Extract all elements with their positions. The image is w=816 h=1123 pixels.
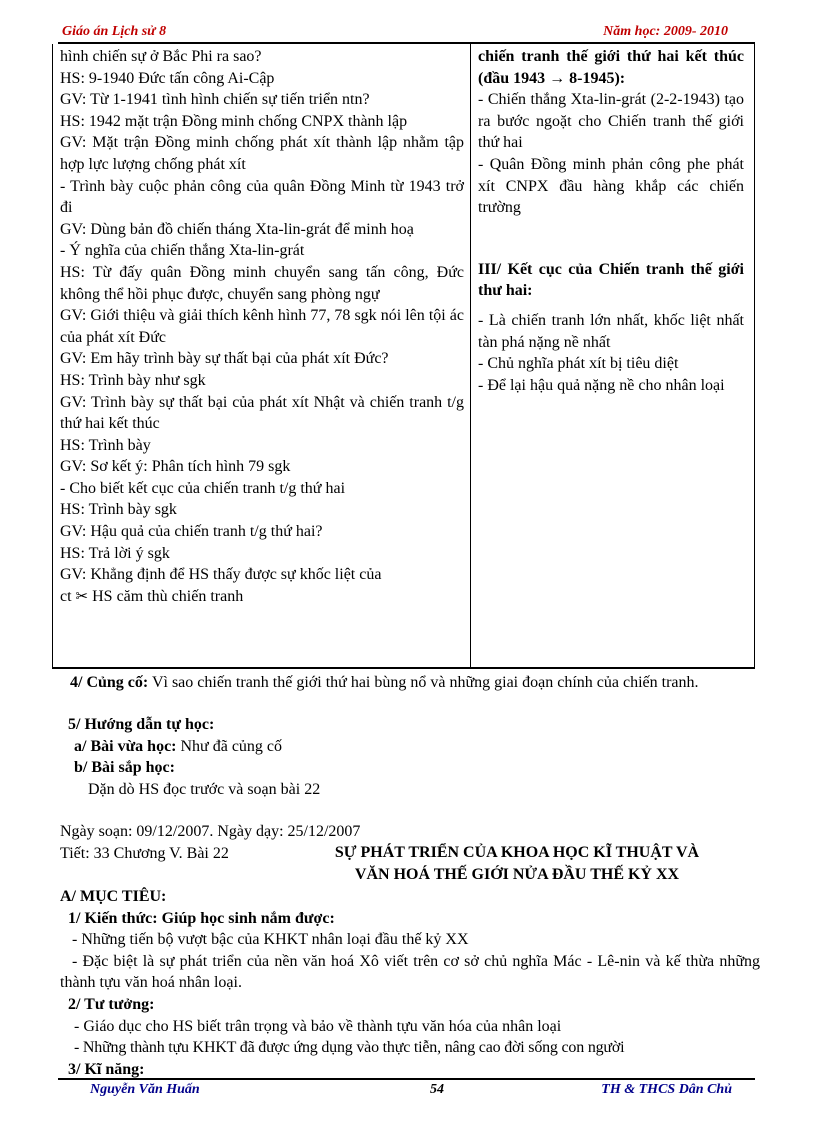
- lesson-title-line1: SỰ PHÁT TRIỂN CỦA KHOA HỌC KĨ THUẬT VÀ: [334, 844, 700, 861]
- activity-line: HS: 9-1940 Đức tấn công Ai-Cập: [60, 69, 275, 87]
- table-border-left: [52, 44, 53, 668]
- content-item: - Là chiến tranh lớn nhất, khốc liệt nhất tàn phá nặng nề nhất: [478, 311, 744, 351]
- activity-line: HS: Trả lời ý sgk: [60, 544, 170, 562]
- activity-line: HS: Trình bày sgk: [60, 501, 177, 519]
- activity-last-after: HS căm thù chiến tranh: [92, 587, 244, 605]
- activity-line: GV: Giới thiệu và giải thích kênh hình 77, 78 sgk nói lên tội ác của phát xít Đức: [60, 307, 464, 346]
- activity-line: GV: Sơ kết ý: Phân tích hình 79 sgk: [60, 458, 291, 476]
- activity-line: GV: Từ 1-1941 tình hình chiến sự tiến triển ntn?: [60, 91, 370, 109]
- thought-item: - Giáo dục cho HS biết trân trọng và bảo về thành tựu văn hóa của nhân loại: [74, 1017, 562, 1035]
- objectives-heading: A/ MỤC TIÊU:: [60, 888, 167, 905]
- content-item: - Để lại hậu quả nặng nề cho nhân loại: [478, 376, 725, 394]
- thought-item: - Những thành tựu KHKT đã được ứng dụng vào thực tiễn, nâng cao đời sống con người: [74, 1039, 625, 1057]
- footer-page-number: 54: [430, 1082, 444, 1097]
- lesson-period: Tiết: 33 Chương V. Bài 22: [60, 844, 229, 862]
- consolidation-label: 4/ Củng cố:: [70, 674, 149, 691]
- activity-line: - Cho biết kết cục của chiến tranh t/g thứ hai: [60, 479, 346, 497]
- content-item: - Quân Đồng minh phản công phe phát xít CNPX đầu hàng khắp các chiến trường: [478, 155, 744, 217]
- header-subject: Giáo án Lịch sử 8: [62, 24, 167, 39]
- knowledge-item: - Những tiến bộ vượt bậc của KHKT nhân loại đầu thế kỷ XX: [72, 931, 469, 949]
- lesson-title-line2: VĂN HOÁ THẾ GIỚI NỬA ĐẦU THẾ KỶ XX: [354, 865, 680, 883]
- self-study-a-text: Như đã củng cố: [176, 737, 283, 755]
- activity-line: GV: Trình bày sự thất bại của phát xít Nhật và chiến tranh t/g thứ hai kết thúc: [60, 393, 464, 433]
- self-study-section: [60, 714, 760, 800]
- knowledge-label: 1/ Kiến thức: Giúp học sinh nắm được:: [68, 909, 335, 927]
- activity-line: GV: Mặt trận Đồng minh chống phát xít thành lập nhằm tập hợp lực lượng chống phát xít: [60, 134, 464, 173]
- table-column-divider: [470, 44, 471, 668]
- activity-line: hình chiến sự ở Bắc Phi ra sao?: [60, 48, 262, 65]
- activity-last-before: ct: [60, 587, 72, 605]
- thought-label: 2/ Tư tưởng:: [68, 995, 155, 1013]
- activity-line: HS: 1942 mặt trận Đồng minh chống CNPX thành lập: [60, 112, 408, 130]
- activity-line: GV: Khẳng định để HS thấy được sự khốc liệt của: [60, 566, 382, 584]
- footer-school: TH & THCS Dân Chủ: [601, 1082, 732, 1097]
- table-border-right: [754, 44, 755, 668]
- skill-label: 3/ Kĩ năng:: [68, 1060, 145, 1078]
- lesson-title: [292, 842, 742, 885]
- activity-line: - Ý nghĩa của chiến thắng Xta-lin-grát: [60, 242, 305, 260]
- activities-column: [60, 46, 464, 607]
- self-study-a-label: a/ Bài vừa học:: [74, 737, 177, 755]
- footer-author: Nguyễn Văn Huấn: [90, 1082, 200, 1097]
- footer-rule: [58, 1078, 755, 1080]
- knowledge-item: - Đặc biệt là sự phát triển của nền văn hoá Xô viết trên cơ sở chủ nghĩa Mác - Lê-nin và kế thừa những thành tựu văn hoá nhân loại.: [60, 952, 760, 992]
- activity-line: GV: Dùng bản đồ chiến tháng Xta-lin-grát để minh hoạ: [60, 220, 414, 238]
- consolidation-text: Vì sao chiến tranh thế giới thứ hai bùng nổ và những giai đoạn chính của chiến tranh.: [148, 674, 699, 691]
- activity-line: HS: Trình bày như sgk: [60, 371, 206, 389]
- self-study-title: 5/ Hướng dẫn tự học:: [68, 716, 215, 733]
- section-heading-end-of-war: chiến tranh thế giới thứ hai kết thúc (đầu 1943 → 8-1945):: [478, 48, 744, 87]
- activity-line-last: [60, 586, 464, 608]
- activity-line: - Trình bày cuộc phản công của quân Đồng Minh từ 1943 trở đi: [60, 177, 464, 217]
- activity-line: HS: Trình bày: [60, 436, 151, 454]
- activity-line: HS: Từ đấy quân Đồng minh chuyển sang tấn công, Đức không thể hồi phục được, chuyển sang phòng ngự: [60, 263, 464, 303]
- consolidation-section: [60, 672, 760, 694]
- content-item: - Chiến thắng Xta-lin-grát (2-2-1943) tạo ra bước ngoặt cho Chiến tranh thế giới thứ hai: [478, 91, 744, 152]
- header-school-year: Năm học: 2009- 2010: [603, 24, 728, 39]
- objectives-section: [60, 886, 760, 1080]
- self-study-b-text: Dặn dò HS đọc trước và soạn bài 22: [88, 780, 321, 798]
- activity-line: GV: Em hãy trình bày sự thất bại của phát xít Đức?: [60, 350, 389, 368]
- lesson-dates: Ngày soạn: 09/12/2007. Ngày dạy: 25/12/2007: [60, 823, 361, 840]
- content-column: [478, 46, 744, 396]
- self-study-b-label: b/ Bài sắp học:: [74, 759, 175, 777]
- section-heading-outcome: III/ Kết cục của Chiến tranh thế giới thư hai:: [478, 260, 744, 300]
- header-rule: [58, 42, 755, 44]
- table-border-bottom: [52, 667, 755, 669]
- content-item: - Chủ nghĩa phát xít bị tiêu diệt: [478, 355, 679, 373]
- scissors-icon: ✂: [75, 586, 89, 605]
- activity-line: GV: Hậu quả của chiến tranh t/g thứ hai?: [60, 523, 323, 541]
